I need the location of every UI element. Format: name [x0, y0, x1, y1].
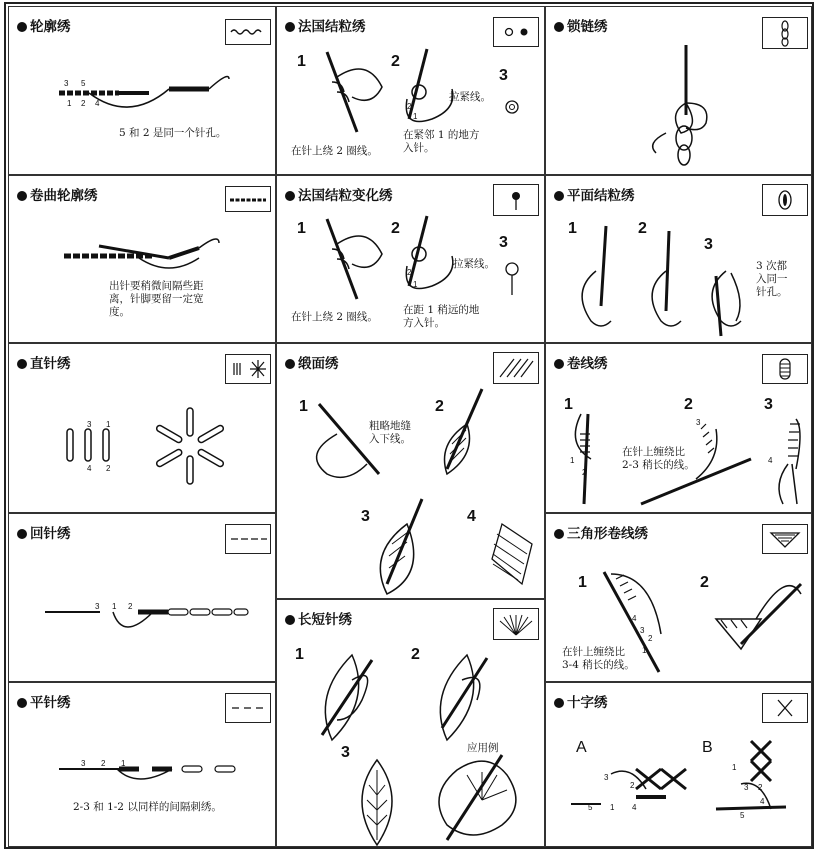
long-short-stitch-title: 长短针绣 [285, 608, 352, 628]
bullion-step-1: 1 [564, 396, 573, 413]
running-stitch-panel [8, 682, 276, 847]
outline-point-4: 4 [95, 99, 100, 108]
french-knot-panel [276, 6, 545, 175]
stitch-chart [4, 2, 814, 849]
back-point-1: 1 [112, 602, 117, 611]
outline-stitch-title: 轮廓绣 [17, 15, 71, 35]
cross-a-point-4: 4 [632, 803, 637, 812]
bullion-point-4: 4 [768, 456, 773, 465]
back-point-3: 3 [95, 602, 100, 611]
straight-stitch-diagram [65, 404, 245, 484]
straight-point-4: 4 [87, 464, 92, 473]
outline-stitch-swatch [225, 19, 271, 45]
bullion-step-2: 2 [684, 396, 693, 413]
bullion-stitch-swatch [762, 354, 808, 384]
cross-label-b: B [702, 739, 713, 756]
cross-a-point-5: 5 [588, 803, 593, 812]
french-knot-variation-step-2: 2 [391, 220, 400, 237]
running-point-1: 1 [121, 759, 126, 768]
french-knot-variation-note-1: 在针上绕 2 圈线。 [291, 311, 378, 323]
long-short-stitch-panel [276, 599, 545, 847]
french-knot-point-2: 2 [407, 102, 412, 111]
french-knot-step-2: 2 [391, 53, 400, 70]
flat-knot-step-1: 1 [568, 220, 577, 237]
french-knot-variation-swatch [493, 184, 539, 216]
bullion-step-3: 3 [764, 396, 773, 413]
outline-stitch-panel [8, 6, 276, 175]
triangle-bullion-swatch [762, 524, 808, 554]
satin-stitch-swatch [493, 352, 539, 384]
triangle-bullion-step-2: 2 [700, 574, 709, 591]
triangle-bullion-step-1: 1 [578, 574, 587, 591]
cross-b-point-3: 3 [744, 783, 749, 792]
flat-knot-note: 3 次都 入同一 针孔。 [756, 260, 788, 298]
flat-knot-diagram [566, 221, 766, 336]
flat-knot-step-2: 2 [638, 220, 647, 237]
back-stitch-swatch [225, 524, 271, 554]
french-knot-step-1: 1 [297, 53, 306, 70]
triangle-bullion-point-2: 2 [648, 634, 653, 643]
french-knot-title: 法国结粒绣 [285, 15, 366, 35]
triangle-bullion-panel [545, 513, 812, 682]
cross-a-point-1: 1 [610, 803, 615, 812]
french-knot-swatch [493, 17, 539, 47]
cross-b-point-4: 4 [760, 797, 765, 806]
outline-point-1: 1 [67, 99, 72, 108]
triangle-bullion-point-3: 3 [640, 626, 645, 635]
triangle-bullion-title: 三角形卷线绣 [554, 522, 648, 542]
curl-outline-stitch-panel [8, 175, 276, 343]
cross-b-point-5: 5 [740, 811, 745, 820]
french-knot-note-2: 在紧邻 1 的地方 入针。 [403, 129, 480, 154]
flat-knot-panel [545, 175, 812, 343]
french-knot-variation-point-1: 1 [413, 280, 418, 289]
curl-outline-stitch-swatch [225, 186, 271, 212]
satin-stitch-note: 粗略地缝 入下线。 [369, 420, 411, 445]
long-short-step-2: 2 [411, 646, 420, 663]
cross-label-a: A [576, 739, 587, 756]
cross-b-point-1: 1 [732, 763, 737, 772]
bullion-point-3: 3 [696, 418, 701, 427]
bullion-point-1: 1 [570, 456, 575, 465]
back-stitch-title: 回针绣 [17, 522, 71, 542]
chain-stitch-panel [545, 6, 812, 175]
running-stitch-diagram [57, 749, 247, 789]
french-knot-diagram [307, 47, 527, 137]
triangle-bullion-note: 在针上缠绕比 3-4 稍长的线。 [562, 646, 635, 671]
back-stitch-panel [8, 513, 276, 682]
curl-outline-stitch-note: 出针要稍微间隔些距 离，针脚要留一定宽 度。 [109, 280, 204, 318]
french-knot-variation-note-2: 在距 1 稍远的地 方入针。 [403, 304, 480, 329]
straight-point-3: 3 [87, 420, 92, 429]
french-knot-step-3: 3 [499, 67, 508, 84]
french-knot-point-1: 1 [413, 112, 418, 121]
long-short-step-1: 1 [295, 646, 304, 663]
satin-step-4: 4 [467, 508, 476, 525]
outline-stitch-diagram [49, 67, 249, 127]
bullion-point-2: 2 [582, 468, 587, 477]
french-knot-note-3: 拉紧线。 [449, 91, 491, 103]
satin-step-2: 2 [435, 398, 444, 415]
straight-stitch-swatch [225, 354, 271, 384]
french-knot-variation-note-3: 拉紧线。 [453, 258, 495, 270]
running-point-3: 3 [81, 759, 86, 768]
back-stitch-diagram [43, 594, 253, 644]
cross-b-point-2: 2 [758, 783, 763, 792]
curl-outline-stitch-title: 卷曲轮廓绣 [17, 184, 98, 204]
french-knot-variation-point-2: 2 [407, 268, 412, 277]
outline-point-2: 2 [81, 99, 86, 108]
long-short-stitch-swatch [493, 608, 539, 640]
running-stitch-note: 2-3 和 1-2 以同样的间隔刺绣。 [73, 801, 222, 813]
straight-stitch-panel [8, 343, 276, 513]
back-point-2: 2 [128, 602, 133, 611]
straight-point-2: 2 [106, 464, 111, 473]
cross-a-point-2: 2 [630, 781, 635, 790]
running-stitch-title: 平针绣 [17, 691, 71, 711]
curl-outline-stitch-diagram [59, 226, 259, 286]
cross-stitch-panel [545, 682, 812, 847]
straight-point-1: 1 [106, 420, 111, 429]
satin-step-1: 1 [299, 398, 308, 415]
satin-stitch-diagram [307, 384, 537, 594]
satin-stitch-panel [276, 343, 545, 599]
satin-step-3: 3 [361, 508, 370, 525]
bullion-stitch-title: 卷线绣 [554, 352, 608, 372]
straight-stitch-title: 直针绣 [17, 352, 71, 372]
long-short-example-label: 应用例 [467, 742, 499, 754]
french-knot-variation-panel [276, 175, 545, 343]
running-stitch-swatch [225, 693, 271, 723]
satin-stitch-title: 缎面绣 [285, 352, 339, 372]
chain-stitch-swatch [762, 17, 808, 49]
flat-knot-title: 平面结粒绣 [554, 184, 635, 204]
french-knot-variation-step-3: 3 [499, 234, 508, 251]
flat-knot-step-3: 3 [704, 236, 713, 253]
outline-point-5: 5 [81, 79, 86, 88]
french-knot-variation-step-1: 1 [297, 220, 306, 237]
long-short-step-3: 3 [341, 744, 350, 761]
running-point-2: 2 [101, 759, 106, 768]
cross-stitch-swatch [762, 693, 808, 723]
chain-stitch-diagram [646, 43, 726, 168]
flat-knot-swatch [762, 184, 808, 216]
french-knot-variation-title: 法国结粒变化绣 [285, 184, 393, 204]
cross-a-point-3: 3 [604, 773, 609, 782]
outline-stitch-note: 5 和 2 是同一个针孔。 [119, 127, 227, 139]
bullion-stitch-note: 在针上缠绕比 2-3 稍长的线。 [622, 446, 695, 471]
outline-point-3: 3 [64, 79, 69, 88]
french-knot-note-1: 在针上绕 2 圈线。 [291, 145, 378, 157]
bullion-stitch-panel [545, 343, 812, 513]
long-short-stitch-diagram [297, 650, 537, 845]
chain-stitch-title: 锁链绣 [554, 15, 608, 35]
triangle-bullion-point-1: 1 [642, 646, 647, 655]
triangle-bullion-point-4: 4 [632, 614, 637, 623]
cross-stitch-title: 十字绣 [554, 691, 608, 711]
